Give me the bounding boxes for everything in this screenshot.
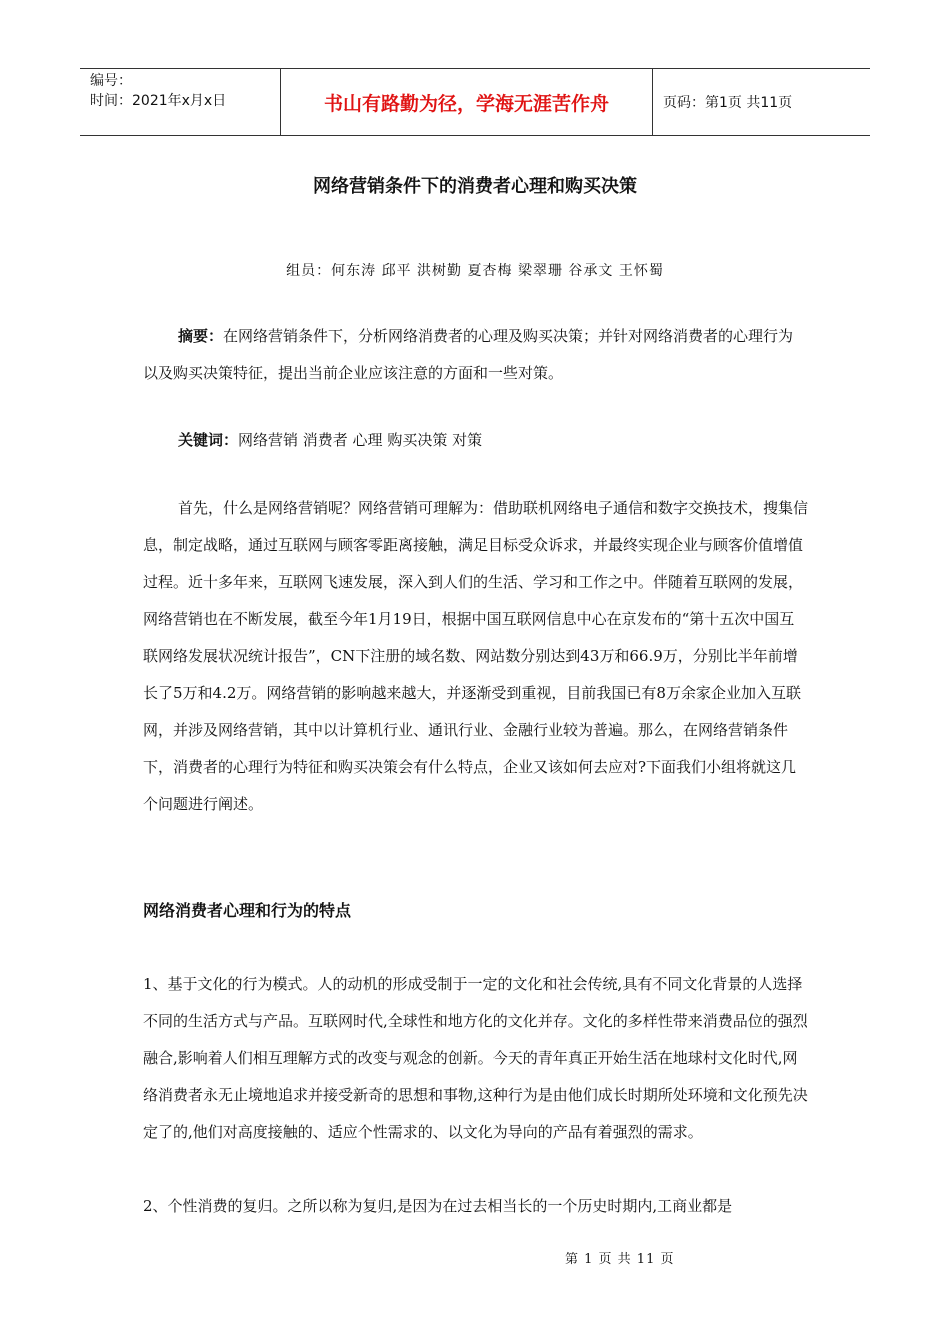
header-table: [80, 68, 870, 136]
time-label: 时间：2021年x月x日: [90, 93, 227, 109]
document-title: 网络营销条件下的消费者心理和购买决策: [313, 176, 637, 197]
section-heading: 网络消费者心理和行为的特点: [143, 901, 352, 920]
abstract-label: 摘要：: [178, 327, 224, 345]
header-page-info: 页码：第1页 共11页: [663, 95, 793, 111]
page-footer: 第 1 页 共 11 页: [565, 1252, 675, 1267]
keywords-paragraph: [143, 422, 808, 459]
keywords-text: 网络营销 消费者 心理 购买决策 对策: [238, 431, 483, 449]
abstract-text: 在网络营销条件下，分析网络消费者的心理及购买决策；并针对网络消费者的心理行为以及购买决策特征，提出当前企业应该注意的方面和一些对策。: [143, 327, 794, 382]
intro-paragraph: 首先，什么是网络营销呢？网络营销可理解为：借助联机网络电子通信和数字交换技术，搜集信息，制定战略，通过互联网与顾客零距离接触，满足目标受众诉求，并最终实现企业与顾客价值增值过程。近十多年来，互联网飞速发展，深入到人们的生活、学习和工作之中。伴随着互联网的发展，网络营销也在不断发展，截至今年1月19日，根据中国互联网信息中心在京发布的“第十五次中国互联网络发展状况统计报告”，CN下注册的域名数、网站数分别达到43万和66.9万，分别比半年前增长了5万和4.2万。网络营销的影响越来越大，并逐渐受到重视，目前我国已有8万余家企业加入互联网，并涉及网络营销，其中以计算机行业、通讯行业、金融行业较为普遍。那么，在网络营销条件下，消费者的心理行为特征和购买决策会有什么特点，企业又该如何去应对?下面我们小组将就这几个问题进行阐述。: [143, 499, 809, 813]
members-line: 组员：何东涛 邱平 洪树勤 夏杏梅 梁翠珊 谷承文 王怀蜀: [286, 263, 664, 279]
header-motto: 书山有路勤为径，学海无涯苦作舟: [281, 69, 653, 135]
header-meta-cell: [80, 69, 281, 135]
number-label: 编号：: [90, 73, 132, 89]
keywords-label: 关键词：: [178, 431, 239, 449]
point-1-paragraph: 1、基于文化的行为模式。人的动机的形成受制于一定的文化和社会传统,具有不同文化背景的人选择不同的生活方式与产品。互联网时代,全球性和地方化的文化并存。文化的多样性带来消费品位的强烈融合,影响着人们相互理解方式的改变与观念的创新。今天的青年真正开始生活在地球村文化时代,网络消费者永无止境地追求并接受新奇的思想和事物,这种行为是由他们成长时期所处环境和文化预先决定了的,他们对高度接触的、适应个性需求的、以文化为导向的产品有着强烈的需求。: [143, 975, 808, 1141]
point-2-paragraph: 2、个性消费的复归。之所以称为复归,是因为在过去相当长的一个历史时期内,工商业都是: [143, 1197, 733, 1215]
abstract-paragraph: [143, 318, 808, 392]
